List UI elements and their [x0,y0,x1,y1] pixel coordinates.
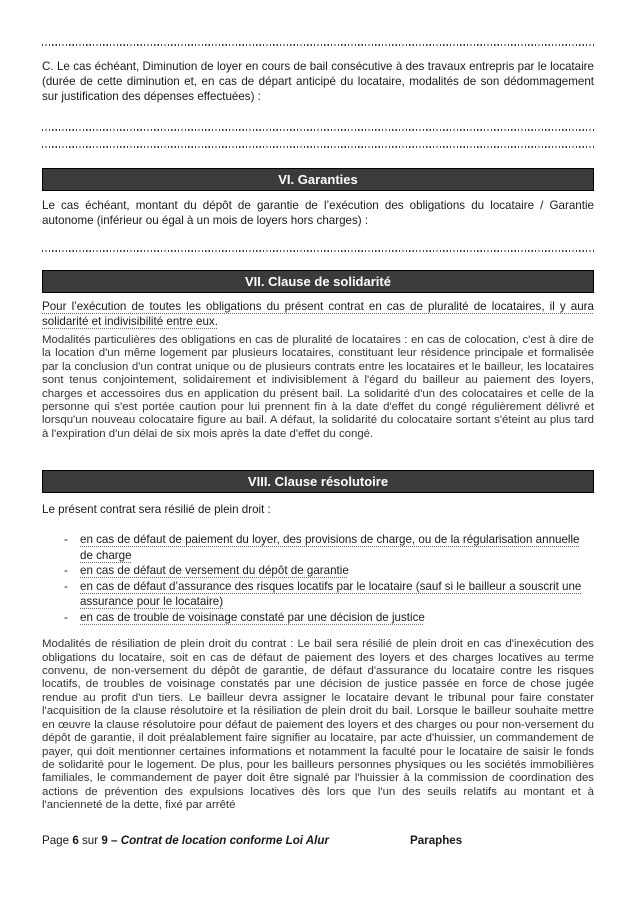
footer-separator: – [111,834,118,847]
paragraph-diminution-loyer: C. Le cas échéant, Diminution de loyer en cours de bail consécutive à des travaux entrepris par le locataire (durée de cette diminution et, en cas de départ anticipé du locataire, modalités de son dédommagement sur justification des dépenses effectuées) : [42,60,594,103]
dotted-fill-line [42,44,594,46]
bullet-item [42,532,594,563]
footer-total-pages: 9 [101,834,108,847]
section-title-garanties: VI. Garanties [278,171,358,187]
bullet-dash: - [64,533,68,547]
dotted-fill-line [42,129,594,131]
section-title-resolutoire: VIII. Clause résolutoire [247,473,389,489]
paragraph-depot-garantie: Le cas échéant, montant du dépôt de garantie de l’exécution des obligations du locataire / Garantie autonome (inférieur ou égal à un mois de loyers hors charges) : [42,199,594,227]
footer-doc-title: Contrat de location conforme Loi Alur [120,834,329,847]
paragraph-solidarite-body: Modalités particulières des obligations en cas de pluralité de locataires : en cas de colocation, c'est à dire de la location d'un même logement par plusieurs locataires, constituant leur résidence principale et formalisée par la conclusion d'un contrat unique ou de plusieurs contrats entre les locataires et le bailleur, les locataires sont tenus conjointement, solidairement et indivisiblement à l'égard du bailleur au paiement des loyers, charges et accessoires dus en application du présent bail. La solidarité d'un des colocataires et celle de la personne qui s'est portée caution pour lui prennent fin à la date d'effet du congé régulièrement délivré et lorsqu'un nouveau colocataire figure au bail. A défaut, la solidarité du colocataire sortant s'éteint au plus tard à l'expiration d'un délai de six mois après la date d'effet du congé. [42,334,594,440]
bullet-text: en cas de défaut de versement du dépôt de garantie [80,564,349,578]
footer-paraphes-label: Paraphes [410,834,463,847]
bullet-dash: - [64,579,68,593]
section-title-solidarite: VII. Clause de solidarité [245,273,391,289]
section-header-garanties [42,168,594,191]
section-header-resolutoire [42,470,594,493]
resolutoire-bullet-list [42,532,594,625]
footer-of-label: sur [82,834,99,847]
bullet-item [42,610,594,626]
bullet-text: en cas de trouble de voisinage constaté par une décision de justice [80,610,425,624]
footer-page-label: Page [42,834,70,847]
footer-page-info [42,834,329,847]
paragraph-resolutoire-lead: Le présent contrat sera résilié de plein droit : [42,503,271,517]
paragraph-solidarite-lead: Pour l’exécution de toutes les obligations du présent contrat en cas de pluralité de locataires, il y aura solidarité et indivisibilité entre eux. [42,300,594,328]
bullet-dash: - [64,610,68,624]
footer-page-number: 6 [72,834,79,847]
section-header-solidarite [42,270,594,293]
paragraph-resolutoire-body: Modalités de résiliation de plein droit du contrat : Le bail sera résilié de plein droit en cas d'inexécution des obligations du locataire, soit en cas de défaut de paiement des loyers et des charges locatives au terme convenu, de non-versement du dépôt de garantie, de défaut d'assurance du locataire contre les risques locatifs, de troubles de voisinage constatés par une décision de justice passée en force de chose jugée rendue au profit d'un tiers. Le bailleur devra assigner le locataire devant le tribunal pour faire constater l'acquisition de la clause résolutoire et la résiliation de plein droit du bail. Lorsque le bailleur souhaite mettre en œuvre la clause résolutoire pour défaut de paiement des loyers et des charges ou pour non-versement du dépôt de garantie, il doit préalablement faire signifier au locataire, par acte d'huissier, un commandement de payer, qui doit mentionner certaines informations et notamment la faculté pour le locataire de saisir le fonds de solidarité pour le logement. De plus, pour les bailleurs personnes physiques ou les sociétés immobilières familiales, le commandement de payer doit être signalé par l'huissier à la commission de coordination des actions de prévention des expulsions locatives dès lors que l'un des seuils relatifs au montant et à l'ancienneté de la dette, fixé par arrêté [42,638,594,812]
bullet-text: en cas de défaut de paiement du loyer, des provisions de charge, ou de la régularisation annuelle de charge [80,533,580,562]
page-footer [42,834,594,847]
bullet-dash: - [64,564,68,578]
bullet-item [42,579,594,610]
dotted-fill-line [42,250,594,252]
dotted-fill-line [42,146,594,148]
bullet-item [42,563,594,579]
bullet-text: en cas de défaut d’assurance des risques locatifs par le locataire (sauf si le bailleur a souscrit une assurance pour le locataire) [80,579,582,609]
